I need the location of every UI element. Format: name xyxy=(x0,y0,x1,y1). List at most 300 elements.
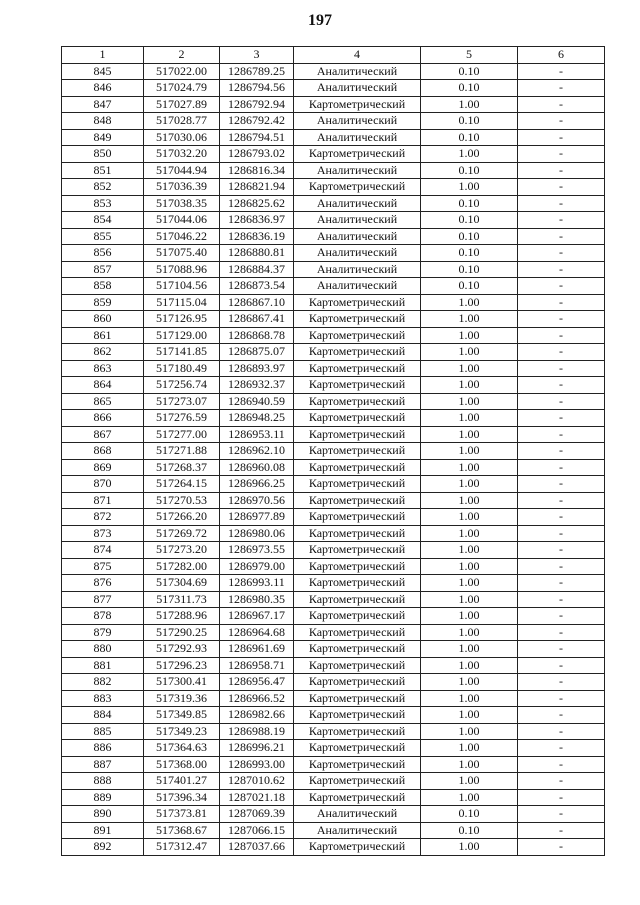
y-coordinate-cell: 1286875.07 xyxy=(220,344,294,361)
table-body xyxy=(62,63,605,855)
accuracy-cell: 0.10 xyxy=(421,129,518,146)
point-number-cell: 857 xyxy=(62,261,144,278)
point-number-cell: 850 xyxy=(62,146,144,163)
method-cell: Аналитический xyxy=(294,129,421,146)
method-cell: Картометрический xyxy=(294,756,421,773)
method-cell: Картометрический xyxy=(294,558,421,575)
note-cell: - xyxy=(518,542,605,559)
x-coordinate-cell: 517373.81 xyxy=(144,806,220,823)
x-coordinate-cell: 517115.04 xyxy=(144,294,220,311)
x-coordinate-cell: 517368.67 xyxy=(144,822,220,839)
accuracy-cell: 1.00 xyxy=(421,773,518,790)
method-cell: Картометрический xyxy=(294,723,421,740)
x-coordinate-cell: 517256.74 xyxy=(144,377,220,394)
table-row xyxy=(62,773,605,790)
column-header-3: 3 xyxy=(220,47,294,64)
note-cell: - xyxy=(518,525,605,542)
method-cell: Картометрический xyxy=(294,393,421,410)
y-coordinate-cell: 1286964.68 xyxy=(220,624,294,641)
point-number-cell: 854 xyxy=(62,212,144,229)
method-cell: Картометрический xyxy=(294,608,421,625)
x-coordinate-cell: 517271.88 xyxy=(144,443,220,460)
note-cell: - xyxy=(518,426,605,443)
accuracy-cell: 1.00 xyxy=(421,542,518,559)
point-number-cell: 856 xyxy=(62,245,144,262)
x-coordinate-cell: 517292.93 xyxy=(144,641,220,658)
table-row xyxy=(62,839,605,856)
method-cell: Картометрический xyxy=(294,179,421,196)
accuracy-cell: 1.00 xyxy=(421,558,518,575)
x-coordinate-cell: 517129.00 xyxy=(144,327,220,344)
table-row xyxy=(62,162,605,179)
column-header-5: 5 xyxy=(421,47,518,64)
table-row xyxy=(62,377,605,394)
x-coordinate-cell: 517304.69 xyxy=(144,575,220,592)
note-cell: - xyxy=(518,459,605,476)
method-cell: Аналитический xyxy=(294,278,421,295)
y-coordinate-cell: 1286793.02 xyxy=(220,146,294,163)
note-cell: - xyxy=(518,261,605,278)
method-cell: Аналитический xyxy=(294,806,421,823)
y-coordinate-cell: 1286980.35 xyxy=(220,591,294,608)
point-number-cell: 880 xyxy=(62,641,144,658)
y-coordinate-cell: 1287010.62 xyxy=(220,773,294,790)
point-number-cell: 877 xyxy=(62,591,144,608)
x-coordinate-cell: 517028.77 xyxy=(144,113,220,130)
table-row xyxy=(62,113,605,130)
x-coordinate-cell: 517282.00 xyxy=(144,558,220,575)
point-number-cell: 883 xyxy=(62,690,144,707)
accuracy-cell: 0.10 xyxy=(421,212,518,229)
accuracy-cell: 1.00 xyxy=(421,591,518,608)
y-coordinate-cell: 1286836.19 xyxy=(220,228,294,245)
note-cell: - xyxy=(518,393,605,410)
accuracy-cell: 1.00 xyxy=(421,690,518,707)
x-coordinate-cell: 517288.96 xyxy=(144,608,220,625)
table-row xyxy=(62,641,605,658)
y-coordinate-cell: 1286867.10 xyxy=(220,294,294,311)
accuracy-cell: 1.00 xyxy=(421,393,518,410)
x-coordinate-cell: 517180.49 xyxy=(144,360,220,377)
y-coordinate-cell: 1286993.00 xyxy=(220,756,294,773)
note-cell: - xyxy=(518,63,605,80)
method-cell: Картометрический xyxy=(294,377,421,394)
accuracy-cell: 0.10 xyxy=(421,195,518,212)
x-coordinate-cell: 517269.72 xyxy=(144,525,220,542)
y-coordinate-cell: 1286836.97 xyxy=(220,212,294,229)
note-cell: - xyxy=(518,575,605,592)
x-coordinate-cell: 517319.36 xyxy=(144,690,220,707)
y-coordinate-cell: 1286794.56 xyxy=(220,80,294,97)
point-number-cell: 852 xyxy=(62,179,144,196)
note-cell: - xyxy=(518,311,605,328)
point-number-cell: 886 xyxy=(62,740,144,757)
y-coordinate-cell: 1286993.11 xyxy=(220,575,294,592)
method-cell: Картометрический xyxy=(294,740,421,757)
y-coordinate-cell: 1286962.10 xyxy=(220,443,294,460)
y-coordinate-cell: 1286816.34 xyxy=(220,162,294,179)
note-cell: - xyxy=(518,822,605,839)
note-cell: - xyxy=(518,641,605,658)
note-cell: - xyxy=(518,129,605,146)
y-coordinate-cell: 1286867.41 xyxy=(220,311,294,328)
method-cell: Аналитический xyxy=(294,228,421,245)
y-coordinate-cell: 1286940.59 xyxy=(220,393,294,410)
accuracy-cell: 0.10 xyxy=(421,113,518,130)
accuracy-cell: 1.00 xyxy=(421,294,518,311)
method-cell: Аналитический xyxy=(294,822,421,839)
method-cell: Картометрический xyxy=(294,542,421,559)
point-number-cell: 855 xyxy=(62,228,144,245)
note-cell: - xyxy=(518,476,605,493)
method-cell: Картометрический xyxy=(294,525,421,542)
note-cell: - xyxy=(518,146,605,163)
method-cell: Картометрический xyxy=(294,311,421,328)
table-row xyxy=(62,476,605,493)
accuracy-cell: 1.00 xyxy=(421,641,518,658)
x-coordinate-cell: 517266.20 xyxy=(144,509,220,526)
note-cell: - xyxy=(518,657,605,674)
point-number-cell: 870 xyxy=(62,476,144,493)
point-number-cell: 892 xyxy=(62,839,144,856)
table-row xyxy=(62,657,605,674)
table-row xyxy=(62,294,605,311)
note-cell: - xyxy=(518,80,605,97)
table-row xyxy=(62,756,605,773)
accuracy-cell: 0.10 xyxy=(421,278,518,295)
note-cell: - xyxy=(518,756,605,773)
x-coordinate-cell: 517277.00 xyxy=(144,426,220,443)
point-number-cell: 863 xyxy=(62,360,144,377)
method-cell: Картометрический xyxy=(294,707,421,724)
accuracy-cell: 1.00 xyxy=(421,377,518,394)
point-number-cell: 889 xyxy=(62,789,144,806)
point-number-cell: 885 xyxy=(62,723,144,740)
point-number-cell: 869 xyxy=(62,459,144,476)
y-coordinate-cell: 1286893.97 xyxy=(220,360,294,377)
y-coordinate-cell: 1286988.19 xyxy=(220,723,294,740)
x-coordinate-cell: 517349.85 xyxy=(144,707,220,724)
point-number-cell: 868 xyxy=(62,443,144,460)
point-number-cell: 888 xyxy=(62,773,144,790)
point-number-cell: 890 xyxy=(62,806,144,823)
table-row xyxy=(62,129,605,146)
x-coordinate-cell: 517088.96 xyxy=(144,261,220,278)
method-cell: Аналитический xyxy=(294,195,421,212)
note-cell: - xyxy=(518,377,605,394)
note-cell: - xyxy=(518,443,605,460)
accuracy-cell: 1.00 xyxy=(421,327,518,344)
accuracy-cell: 1.00 xyxy=(421,459,518,476)
point-number-cell: 851 xyxy=(62,162,144,179)
method-cell: Картометрический xyxy=(294,459,421,476)
note-cell: - xyxy=(518,690,605,707)
x-coordinate-cell: 517290.25 xyxy=(144,624,220,641)
y-coordinate-cell: 1286966.52 xyxy=(220,690,294,707)
table-row xyxy=(62,393,605,410)
x-coordinate-cell: 517141.85 xyxy=(144,344,220,361)
accuracy-cell: 0.10 xyxy=(421,63,518,80)
note-cell: - xyxy=(518,624,605,641)
x-coordinate-cell: 517046.22 xyxy=(144,228,220,245)
method-cell: Аналитический xyxy=(294,113,421,130)
x-coordinate-cell: 517368.00 xyxy=(144,756,220,773)
table-row xyxy=(62,707,605,724)
accuracy-cell: 0.10 xyxy=(421,162,518,179)
accuracy-cell: 1.00 xyxy=(421,657,518,674)
point-number-cell: 875 xyxy=(62,558,144,575)
point-number-cell: 874 xyxy=(62,542,144,559)
column-header-1: 1 xyxy=(62,47,144,64)
y-coordinate-cell: 1286961.69 xyxy=(220,641,294,658)
table-row xyxy=(62,822,605,839)
table-row xyxy=(62,212,605,229)
note-cell: - xyxy=(518,723,605,740)
table-row xyxy=(62,558,605,575)
accuracy-cell: 1.00 xyxy=(421,723,518,740)
note-cell: - xyxy=(518,789,605,806)
table-row xyxy=(62,311,605,328)
table-row xyxy=(62,591,605,608)
accuracy-cell: 1.00 xyxy=(421,608,518,625)
y-coordinate-cell: 1286792.42 xyxy=(220,113,294,130)
x-coordinate-cell: 517075.40 xyxy=(144,245,220,262)
method-cell: Аналитический xyxy=(294,212,421,229)
y-coordinate-cell: 1286980.06 xyxy=(220,525,294,542)
table-row xyxy=(62,228,605,245)
y-coordinate-cell: 1286966.25 xyxy=(220,476,294,493)
y-coordinate-cell: 1286789.25 xyxy=(220,63,294,80)
point-number-cell: 887 xyxy=(62,756,144,773)
method-cell: Аналитический xyxy=(294,162,421,179)
table-row xyxy=(62,410,605,427)
y-coordinate-cell: 1286979.00 xyxy=(220,558,294,575)
y-coordinate-cell: 1287037.66 xyxy=(220,839,294,856)
table-row xyxy=(62,575,605,592)
note-cell: - xyxy=(518,773,605,790)
point-number-cell: 859 xyxy=(62,294,144,311)
accuracy-cell: 1.00 xyxy=(421,674,518,691)
table-row xyxy=(62,344,605,361)
table-row xyxy=(62,525,605,542)
accuracy-cell: 0.10 xyxy=(421,245,518,262)
accuracy-cell: 0.10 xyxy=(421,228,518,245)
method-cell: Картометрический xyxy=(294,146,421,163)
accuracy-cell: 1.00 xyxy=(421,426,518,443)
note-cell: - xyxy=(518,674,605,691)
method-cell: Картометрический xyxy=(294,624,421,641)
point-number-cell: 882 xyxy=(62,674,144,691)
table-row xyxy=(62,608,605,625)
method-cell: Картометрический xyxy=(294,789,421,806)
x-coordinate-cell: 517312.47 xyxy=(144,839,220,856)
point-number-cell: 867 xyxy=(62,426,144,443)
accuracy-cell: 1.00 xyxy=(421,756,518,773)
accuracy-cell: 1.00 xyxy=(421,575,518,592)
table-row xyxy=(62,96,605,113)
y-coordinate-cell: 1286880.81 xyxy=(220,245,294,262)
accuracy-cell: 1.00 xyxy=(421,492,518,509)
table-row xyxy=(62,245,605,262)
accuracy-cell: 1.00 xyxy=(421,740,518,757)
y-coordinate-cell: 1286932.37 xyxy=(220,377,294,394)
note-cell: - xyxy=(518,509,605,526)
y-coordinate-cell: 1286973.55 xyxy=(220,542,294,559)
y-coordinate-cell: 1286958.71 xyxy=(220,657,294,674)
table-row xyxy=(62,195,605,212)
y-coordinate-cell: 1286970.56 xyxy=(220,492,294,509)
accuracy-cell: 1.00 xyxy=(421,707,518,724)
point-number-cell: 846 xyxy=(62,80,144,97)
note-cell: - xyxy=(518,591,605,608)
table-row xyxy=(62,261,605,278)
x-coordinate-cell: 517027.89 xyxy=(144,96,220,113)
note-cell: - xyxy=(518,740,605,757)
column-header-4: 4 xyxy=(294,47,421,64)
method-cell: Картометрический xyxy=(294,575,421,592)
point-number-cell: 862 xyxy=(62,344,144,361)
table-row xyxy=(62,492,605,509)
y-coordinate-cell: 1286977.89 xyxy=(220,509,294,526)
page-number: 197 xyxy=(308,12,332,29)
note-cell: - xyxy=(518,195,605,212)
accuracy-cell: 1.00 xyxy=(421,96,518,113)
table-row xyxy=(62,674,605,691)
accuracy-cell: 1.00 xyxy=(421,839,518,856)
method-cell: Картометрический xyxy=(294,492,421,509)
table-row xyxy=(62,278,605,295)
note-cell: - xyxy=(518,96,605,113)
note-cell: - xyxy=(518,294,605,311)
y-coordinate-cell: 1286960.08 xyxy=(220,459,294,476)
table-row xyxy=(62,740,605,757)
note-cell: - xyxy=(518,608,605,625)
method-cell: Картометрический xyxy=(294,344,421,361)
x-coordinate-cell: 517044.06 xyxy=(144,212,220,229)
method-cell: Картометрический xyxy=(294,327,421,344)
point-number-cell: 872 xyxy=(62,509,144,526)
method-cell: Картометрический xyxy=(294,690,421,707)
note-cell: - xyxy=(518,410,605,427)
point-number-cell: 891 xyxy=(62,822,144,839)
point-number-cell: 853 xyxy=(62,195,144,212)
x-coordinate-cell: 517401.27 xyxy=(144,773,220,790)
point-number-cell: 849 xyxy=(62,129,144,146)
x-coordinate-cell: 517126.95 xyxy=(144,311,220,328)
x-coordinate-cell: 517032.20 xyxy=(144,146,220,163)
accuracy-cell: 0.10 xyxy=(421,261,518,278)
y-coordinate-cell: 1286792.94 xyxy=(220,96,294,113)
accuracy-cell: 1.00 xyxy=(421,476,518,493)
x-coordinate-cell: 517264.15 xyxy=(144,476,220,493)
method-cell: Аналитический xyxy=(294,80,421,97)
table-row xyxy=(62,723,605,740)
method-cell: Картометрический xyxy=(294,591,421,608)
table-row xyxy=(62,789,605,806)
note-cell: - xyxy=(518,179,605,196)
method-cell: Картометрический xyxy=(294,674,421,691)
table-row xyxy=(62,80,605,97)
coordinates-table xyxy=(61,46,605,856)
point-number-cell: 858 xyxy=(62,278,144,295)
note-cell: - xyxy=(518,228,605,245)
accuracy-cell: 1.00 xyxy=(421,344,518,361)
point-number-cell: 847 xyxy=(62,96,144,113)
point-number-cell: 873 xyxy=(62,525,144,542)
table-row xyxy=(62,63,605,80)
method-cell: Картометрический xyxy=(294,360,421,377)
x-coordinate-cell: 517364.63 xyxy=(144,740,220,757)
x-coordinate-cell: 517024.79 xyxy=(144,80,220,97)
table-row xyxy=(62,443,605,460)
x-coordinate-cell: 517044.94 xyxy=(144,162,220,179)
x-coordinate-cell: 517273.07 xyxy=(144,393,220,410)
method-cell: Картометрический xyxy=(294,294,421,311)
point-number-cell: 878 xyxy=(62,608,144,625)
table-row xyxy=(62,624,605,641)
note-cell: - xyxy=(518,327,605,344)
y-coordinate-cell: 1287021.18 xyxy=(220,789,294,806)
table-row xyxy=(62,509,605,526)
point-number-cell: 876 xyxy=(62,575,144,592)
method-cell: Картометрический xyxy=(294,641,421,658)
x-coordinate-cell: 517104.56 xyxy=(144,278,220,295)
y-coordinate-cell: 1286884.37 xyxy=(220,261,294,278)
x-coordinate-cell: 517396.34 xyxy=(144,789,220,806)
table-row xyxy=(62,179,605,196)
table-row xyxy=(62,806,605,823)
x-coordinate-cell: 517296.23 xyxy=(144,657,220,674)
accuracy-cell: 1.00 xyxy=(421,525,518,542)
x-coordinate-cell: 517273.20 xyxy=(144,542,220,559)
table-row xyxy=(62,426,605,443)
note-cell: - xyxy=(518,245,605,262)
note-cell: - xyxy=(518,278,605,295)
note-cell: - xyxy=(518,558,605,575)
point-number-cell: 871 xyxy=(62,492,144,509)
table-row xyxy=(62,459,605,476)
accuracy-cell: 1.00 xyxy=(421,410,518,427)
accuracy-cell: 1.00 xyxy=(421,789,518,806)
table-row xyxy=(62,146,605,163)
y-coordinate-cell: 1286948.25 xyxy=(220,410,294,427)
y-coordinate-cell: 1286825.62 xyxy=(220,195,294,212)
method-cell: Картометрический xyxy=(294,410,421,427)
note-cell: - xyxy=(518,212,605,229)
accuracy-cell: 1.00 xyxy=(421,624,518,641)
x-coordinate-cell: 517038.35 xyxy=(144,195,220,212)
note-cell: - xyxy=(518,707,605,724)
column-header-6: 6 xyxy=(518,47,605,64)
method-cell: Картометрический xyxy=(294,657,421,674)
point-number-cell: 884 xyxy=(62,707,144,724)
x-coordinate-cell: 517349.23 xyxy=(144,723,220,740)
x-coordinate-cell: 517300.41 xyxy=(144,674,220,691)
method-cell: Картометрический xyxy=(294,839,421,856)
note-cell: - xyxy=(518,360,605,377)
point-number-cell: 864 xyxy=(62,377,144,394)
y-coordinate-cell: 1286873.54 xyxy=(220,278,294,295)
point-number-cell: 848 xyxy=(62,113,144,130)
table-row xyxy=(62,542,605,559)
method-cell: Картометрический xyxy=(294,509,421,526)
y-coordinate-cell: 1286794.51 xyxy=(220,129,294,146)
point-number-cell: 860 xyxy=(62,311,144,328)
y-coordinate-cell: 1286996.21 xyxy=(220,740,294,757)
y-coordinate-cell: 1286821.94 xyxy=(220,179,294,196)
table-row xyxy=(62,360,605,377)
y-coordinate-cell: 1287066.15 xyxy=(220,822,294,839)
